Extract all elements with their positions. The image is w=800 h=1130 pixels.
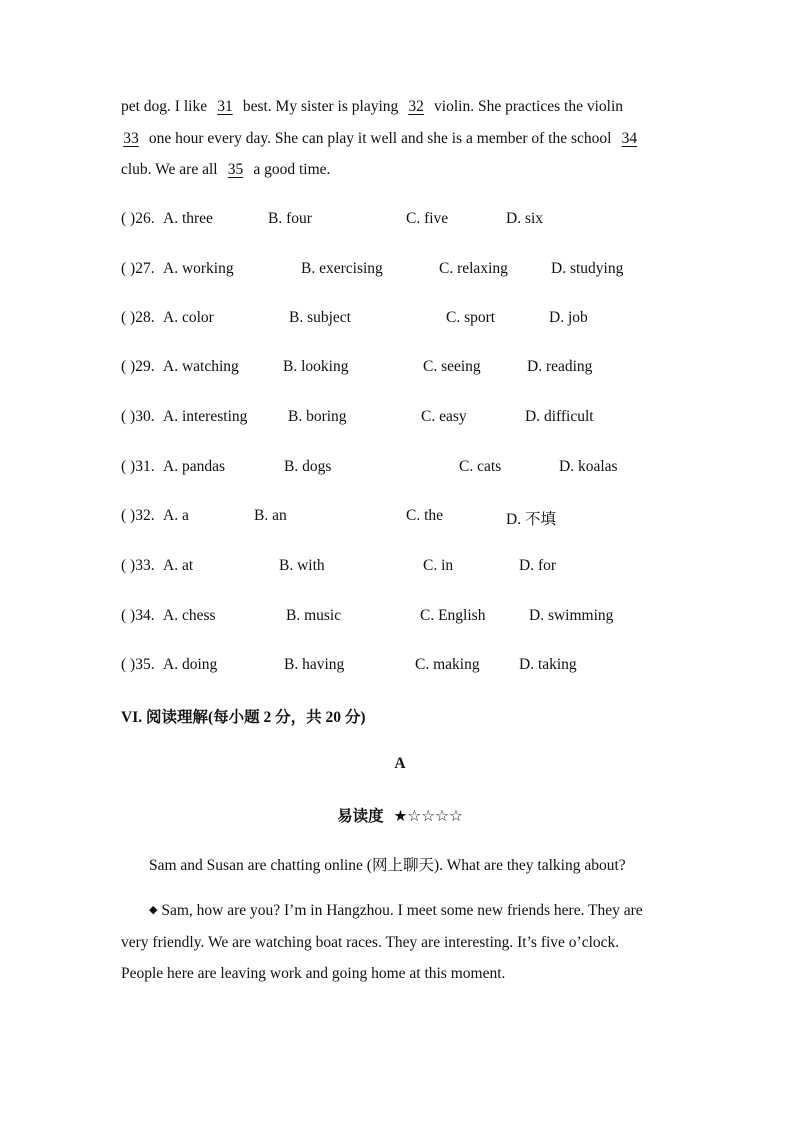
option-c: C. in — [423, 557, 454, 574]
option-d: D. swimming — [529, 607, 614, 624]
option-a: A. doing — [163, 656, 218, 673]
question-number: ( )30. — [121, 408, 155, 425]
passage-text: pet dog. I like — [121, 98, 208, 115]
option-b: B. looking — [283, 358, 349, 375]
option-c: C. five — [406, 210, 449, 227]
option-d: D. six — [506, 210, 544, 227]
option-a: A. pandas — [163, 458, 225, 475]
diamond-bullet-icon: ◆ — [149, 904, 158, 916]
message-line-2: very friendly. We are watching boat races. They are interesting. It’s five o’clock. — [121, 934, 620, 951]
question-number: ( )32. — [121, 507, 155, 524]
section-heading: VI. 阅读理解(每小题 2 分，共 20 分) — [121, 709, 366, 726]
option-c: C. seeing — [423, 358, 481, 375]
option-d: D. reading — [527, 358, 593, 375]
passage-line-1 — [121, 98, 623, 116]
option-c: C. making — [415, 656, 480, 673]
part-label: A — [394, 755, 406, 772]
option-d: D. 不填 — [506, 511, 556, 528]
option-b: B. dogs — [284, 458, 332, 475]
option-c: C. relaxing — [439, 260, 508, 277]
option-c: C. cats — [459, 458, 502, 475]
blank-35: 35 — [227, 161, 244, 178]
passage-text: best. My sister is playing — [242, 98, 399, 115]
option-d: D. studying — [551, 260, 624, 277]
option-b: B. boring — [288, 408, 347, 425]
passage-text: a good time. — [253, 161, 331, 178]
option-c: C. sport — [446, 309, 496, 326]
option-d: D. job — [549, 309, 588, 326]
option-b: B. with — [279, 557, 325, 574]
difficulty-label: 易读度 — [337, 808, 384, 825]
blank-34: 34 — [621, 130, 638, 147]
passage-text: one hour every day. She can play it well and she is a member of the school — [148, 130, 612, 147]
star-rating-icon: ★☆☆☆☆ — [393, 808, 463, 825]
question-number: ( )31. — [121, 458, 155, 475]
passage-line-2 — [121, 130, 643, 148]
option-a: A. three — [163, 210, 213, 227]
option-b: B. four — [268, 210, 312, 227]
blank-33: 33 — [123, 130, 139, 147]
option-d: D. taking — [519, 656, 577, 673]
difficulty-rating — [0, 804, 800, 826]
question-number: ( )28. — [121, 309, 155, 326]
option-a: A. at — [163, 557, 194, 574]
option-d: D. koalas — [559, 458, 618, 475]
option-d: D. difficult — [525, 408, 594, 425]
option-a: A. working — [163, 260, 234, 277]
option-a: A. interesting — [163, 408, 248, 425]
message-line-3: People here are leaving work and going home at this moment. — [121, 965, 506, 982]
option-b: B. music — [286, 607, 342, 624]
message-text: Sam, how are you? I’m in Hangzhou. I meet some new friends here. They are — [161, 902, 643, 919]
option-d: D. for — [519, 557, 557, 574]
option-c: C. the — [406, 507, 444, 524]
question-number: ( )35. — [121, 656, 155, 673]
blank-31: 31 — [217, 98, 233, 115]
question-number: ( )26. — [121, 210, 155, 227]
question-number: ( )34. — [121, 607, 155, 624]
passage-line-3 — [121, 161, 330, 179]
option-a: A. chess — [163, 607, 216, 624]
question-number: ( )33. — [121, 557, 155, 574]
option-c: C. English — [420, 607, 486, 624]
option-a: A. watching — [163, 358, 239, 375]
option-b: B. having — [284, 656, 345, 673]
passage-text: violin. She practices the violin — [434, 98, 624, 115]
option-b: B. exercising — [301, 260, 383, 277]
question-number: ( )29. — [121, 358, 155, 375]
option-a: A. color — [163, 309, 214, 326]
option-c: C. easy — [421, 408, 467, 425]
option-a: A. a — [163, 507, 189, 524]
passage-text: club. We are all — [121, 161, 218, 178]
blank-32: 32 — [408, 98, 424, 115]
intro-sentence: Sam and Susan are chatting online (网上聊天). What are they talking about? — [149, 857, 626, 874]
question-number: ( )27. — [121, 260, 155, 277]
message-line-1 — [149, 902, 643, 920]
option-b: B. subject — [289, 309, 351, 326]
option-b: B. an — [254, 507, 287, 524]
